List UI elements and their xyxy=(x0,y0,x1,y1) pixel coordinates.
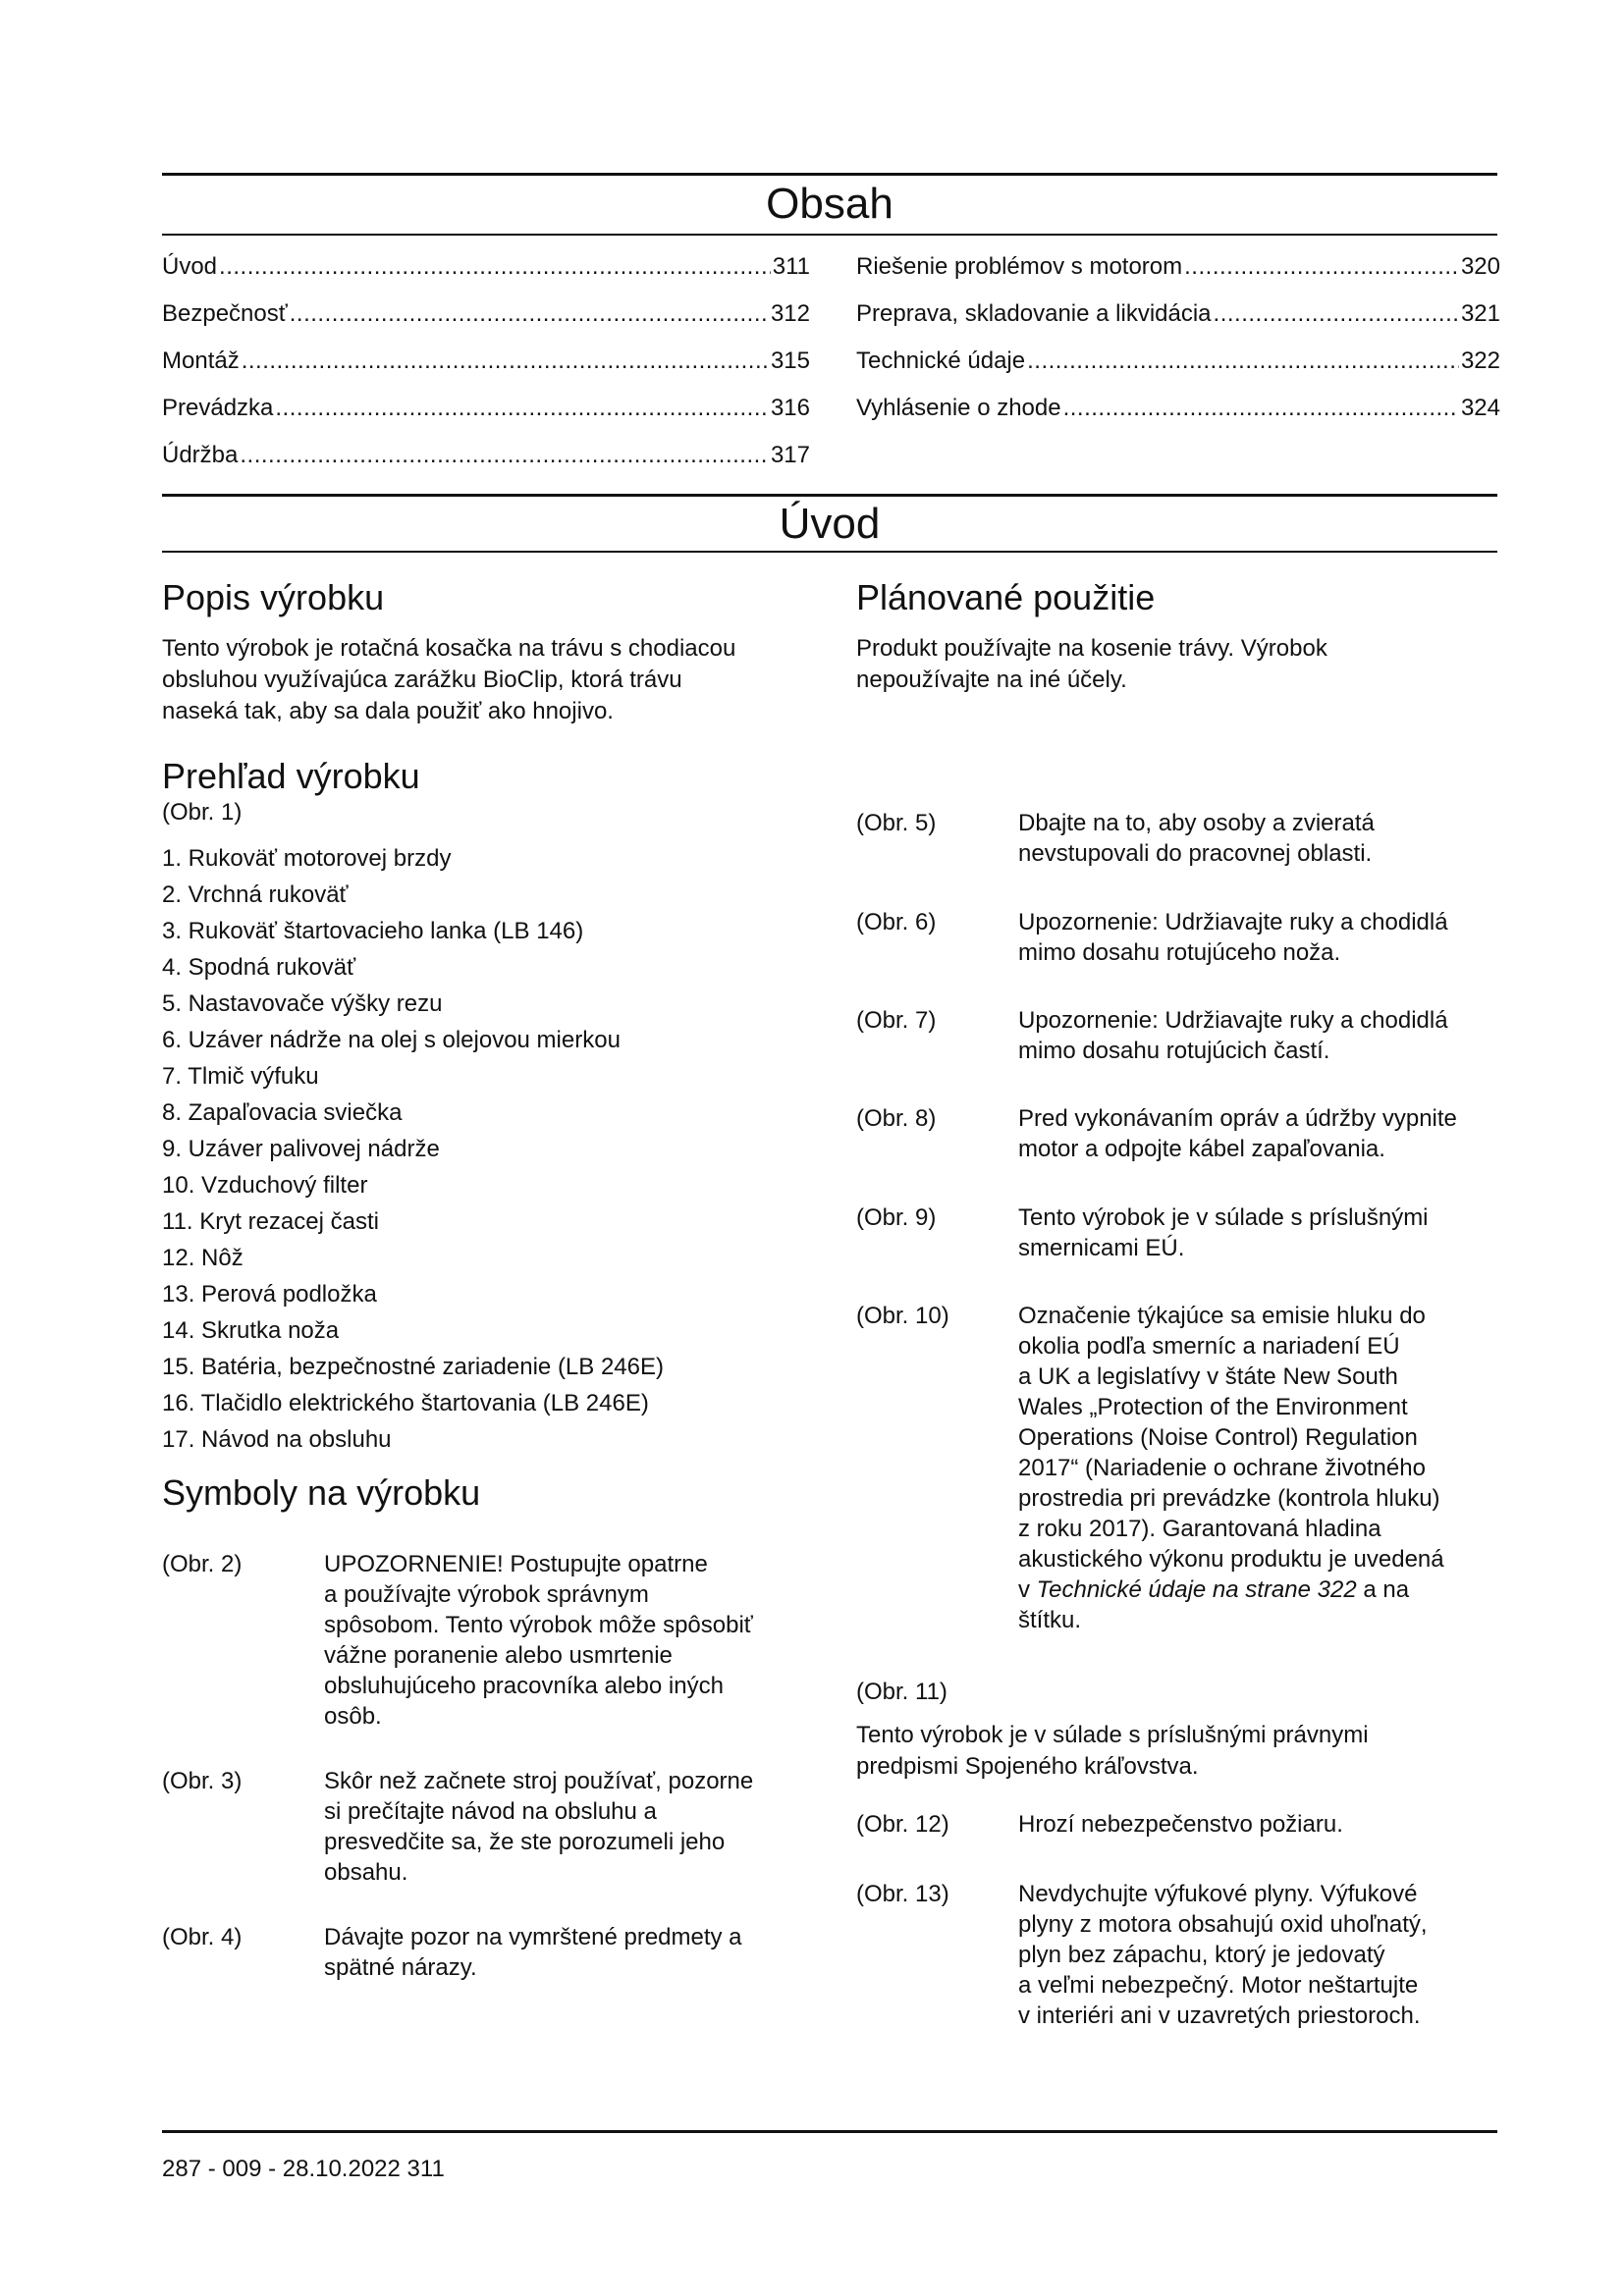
list-item: 16. Tlačidlo elektrického štartovania (LB 246E) xyxy=(162,1390,649,1416)
symbol-text: Dávajte pozor na vymrštené predmety a spätné nárazy. xyxy=(324,1924,742,1981)
figure-ref: (Obr. 3) xyxy=(162,1768,243,1794)
symbol-text: Pred vykonávaním opráv a údržby vypnite motor a odpojte kábel zapaľovania. xyxy=(1018,1105,1457,1162)
list-item: 8. Zapaľovacia sviečka xyxy=(162,1099,403,1126)
figure-ref: (Obr. 8) xyxy=(856,1105,937,1132)
symbol-text: Hrozí nebezpečenstvo požiaru. xyxy=(1018,1811,1343,1838)
intro-bottom-rule xyxy=(162,551,1497,553)
figure-ref: (Obr. 7) xyxy=(856,1007,937,1034)
figure-ref: (Obr. 5) xyxy=(856,810,937,836)
figure-ref: (Obr. 10) xyxy=(856,1303,949,1329)
obr11-text: Tento výrobok je v súlade s príslušnými právnymi predpismi Spojeného kráľovstva. xyxy=(856,1722,1369,1780)
symbol-text: Dbajte na to, aby osoby a zvieratá nevstupovali do pracovnej oblasti. xyxy=(1018,810,1375,867)
figure-ref: (Obr. 2) xyxy=(162,1551,243,1577)
intro-top-rule xyxy=(162,494,1497,497)
list-item: 15. Batéria, bezpečnostné zariadenie (LB 246E) xyxy=(162,1354,664,1380)
list-item: 5. Nastavovače výšky rezu xyxy=(162,990,443,1017)
prehlad-heading: Prehľad výrobku xyxy=(162,756,420,796)
parts-list xyxy=(162,840,810,1458)
symbol-text: Tento výrobok je v súlade s príslušnými smernicami EÚ. xyxy=(1018,1204,1429,1261)
list-item: 11. Kryt rezacej časti xyxy=(162,1208,379,1235)
list-item: 13. Perová podložka xyxy=(162,1281,377,1308)
list-item: 4. Spodná rukoväť xyxy=(162,954,356,981)
list-item: 17. Návod na obsluhu xyxy=(162,1426,392,1453)
figure-ref: (Obr. 11) xyxy=(856,1679,947,1705)
symboly-heading: Symboly na výrobku xyxy=(162,1472,481,1513)
figure-ref: (Obr. 6) xyxy=(856,909,937,935)
list-item: 12. Nôž xyxy=(162,1245,244,1271)
toc-entry[interactable]: Údržba ..... 317 xyxy=(162,440,810,487)
prehlad-figure-ref: (Obr. 1) xyxy=(162,799,243,826)
list-item: 10. Vzduchový filter xyxy=(162,1172,368,1199)
toc-entry[interactable]: Vyhlásenie o zhode ..... 324 xyxy=(856,393,1500,440)
list-item: 1. Rukoväť motorovej brzdy xyxy=(162,845,452,872)
list-item: 3. Rukoväť štartovacieho lanka (LB 146) xyxy=(162,918,584,944)
toc-entry[interactable]: Prevádzka ..... 316 xyxy=(162,393,810,440)
figure-ref: (Obr. 4) xyxy=(162,1924,243,1950)
toc-top-rule xyxy=(162,173,1497,176)
symbol-text: Označenie týkajúce sa emisie hluku do okolia podľa smerníc a nariadení EÚ a UK a legislatívy v štáte New South Wales „Protection of the Environment Operations (Noise Control) Regulation 2017“ (Nariadenie o ochrane životného prostredia pri prevádzke (kontrola hluku) z roku 2017). Garantovaná hladina akustického výkonu produktu je uvedená v Technické údaje na strane 322 a na štítku. xyxy=(1018,1303,1444,1633)
toc-bottom-rule xyxy=(162,234,1497,236)
list-item: 9. Uzáver palivovej nádrže xyxy=(162,1136,440,1162)
list-item: 14. Skrutka noža xyxy=(162,1317,340,1344)
toc-right-column xyxy=(856,251,1500,440)
list-item: 7. Tlmič výfuku xyxy=(162,1063,319,1090)
symbol-text: UPOZORNENIE! Postupujte opatrne a používajte výrobok správnym spôsobom. Tento výrobok môže spôsobiť vážne poranenie alebo usmrtenie obsluhujúceho pracovníka alebo iných osôb. xyxy=(324,1551,753,1730)
popis-heading: Popis výrobku xyxy=(162,577,385,617)
toc-title: Obsah xyxy=(766,180,893,228)
symbol-text: Upozornenie: Udržiavajte ruky a chodidlá mimo dosahu rotujúceho noža. xyxy=(1018,909,1448,966)
toc-entry[interactable]: Technické údaje ..... 322 xyxy=(856,346,1500,393)
technicke-udaje-link[interactable]: Technické údaje na strane 322 xyxy=(1036,1576,1357,1603)
footer-rule xyxy=(162,2130,1497,2133)
figure-ref: (Obr. 12) xyxy=(856,1811,949,1838)
figure-ref: (Obr. 13) xyxy=(856,1881,949,1907)
toc-entry[interactable]: Bezpečnosť ..... 312 xyxy=(162,298,810,346)
symbol-text: Skôr než začnete stroj používať, pozorne si prečítajte návod na obsluhu a presvedčite sa, že ste porozumeli jeho obsahu. xyxy=(324,1768,754,1886)
figure-ref: (Obr. 9) xyxy=(856,1204,937,1231)
popis-text: Tento výrobok je rotačná kosačka na trávu s chodiacou obsluhou využívajúca zarážku BioClip, ktorá trávu naseká tak, aby sa dala použiť ako hnojivo. xyxy=(162,635,736,724)
symbol-text: Upozornenie: Udržiavajte ruky a chodidlá mimo dosahu rotujúcich častí. xyxy=(1018,1007,1448,1064)
planovane-heading: Plánované použitie xyxy=(856,577,1156,617)
intro-title: Úvod xyxy=(779,500,881,548)
toc-entry[interactable]: Preprava, skladovanie a likvidácia ..... 321 xyxy=(856,298,1500,346)
page-footer: 287 - 009 - 28.10.2022 311 xyxy=(162,2156,445,2182)
planovane-text: Produkt používajte na kosenie trávy. Výrobok nepoužívajte na iné účely. xyxy=(856,635,1327,693)
toc-entry[interactable]: Úvod ..... 311 xyxy=(162,251,810,298)
list-item: 6. Uzáver nádrže na olej s olejovou mierkou xyxy=(162,1027,621,1053)
toc-left-column xyxy=(162,251,810,487)
toc-entry[interactable]: Montáž ..... 315 xyxy=(162,346,810,393)
toc-entry[interactable]: Riešenie problémov s motorom ..... 320 xyxy=(856,251,1500,298)
list-item: 2. Vrchná rukoväť xyxy=(162,881,349,908)
symbol-text: Nevdychujte výfukové plyny. Výfukové plyny z motora obsahujú oxid uhoľnatý, plyn bez zápachu, ktorý je jedovatý a veľmi nebezpečný. Motor neštartujte v interiéri ani v uzavretých priestoroch. xyxy=(1018,1881,1428,2029)
